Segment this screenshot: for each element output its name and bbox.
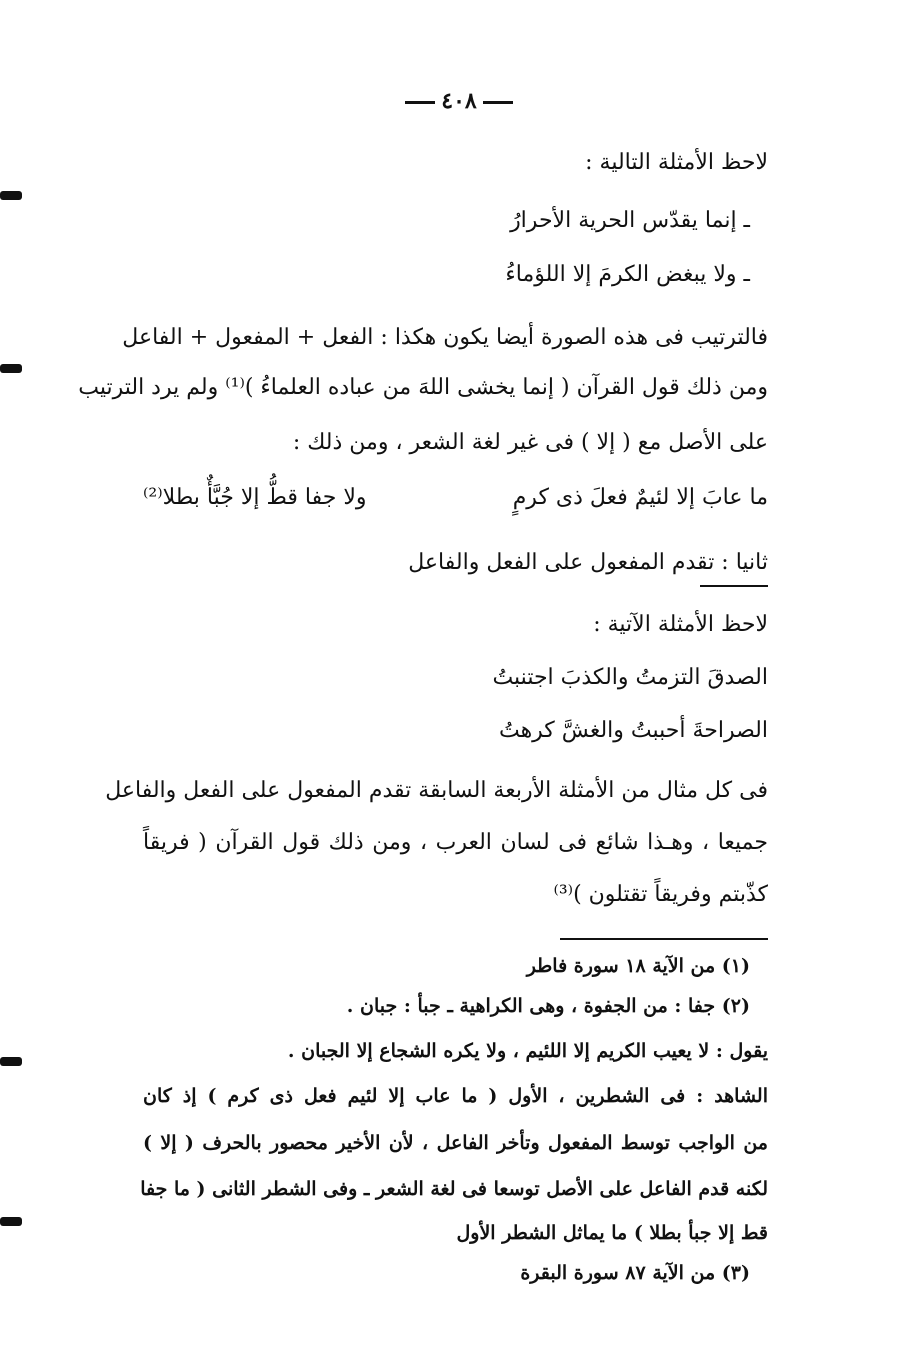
- binding-mark: [0, 364, 22, 373]
- footnote-2-evidence-4: قط إلا جبأ بطلا ) ما يماثل الشطر الأول: [456, 1222, 768, 1244]
- paragraph-1-line-3: على الأصل مع ( إلا ) فى غير لغة الشعر ، ومن ذلك :: [292, 430, 768, 455]
- paragraph-1-line-1: فالترتيب فى هذه الصورة أيضا يكون هكذا : الفعل + المفعول + الفاعل: [122, 325, 768, 350]
- verse-right-hemistich: ما عابَ إلا لئيمٌ فعلَ ذى كرمٍ: [512, 485, 768, 510]
- example-line-4: الصراحةَ أحببتُ والغشَّ كرهتُ: [498, 718, 768, 743]
- footnote-1: (١) من الآية ١٨ سورة فاطر: [526, 955, 750, 977]
- paragraph-2-line-3: كذّبتم وفريقاً تقتلون )⁽³⁾: [553, 882, 768, 907]
- heading-examples-2: لاحظ الأمثلة الآتية :: [593, 612, 768, 637]
- footnote-2: (٢) جفا : من الجفوة ، وهى الكراهية ـ جبأ : جبان .: [346, 995, 750, 1017]
- binding-mark: [0, 191, 22, 200]
- footnote-2-evidence-3: لكنه قدم الفاعل على الأصل توسعا فى لغة الشعر ـ وفى الشطر الثانى ( ما جفا: [140, 1178, 768, 1200]
- binding-mark: [0, 1057, 22, 1066]
- section-title: ثانيا : تقدم المفعول على الفعل والفاعل: [408, 550, 768, 575]
- example-line-3: الصدقَ التزمتُ والكذبَ اجتنبتُ: [492, 665, 768, 690]
- heading-examples-1: لاحظ الأمثلة التالية :: [585, 150, 768, 175]
- example-line-2: ـ ولا يبغض الكرمَ إلا اللؤماءُ: [505, 262, 750, 287]
- paragraph-2-line-2: جميعا ، وهـذا شائع فى لسان العرب ، ومن ذلك قول القرآن ( فريقاً: [143, 830, 768, 855]
- footnote-2-evidence-2: من الواجب توسط المفعول وتأخر الفاعل ، لأن الأخير محصور بالحرف ( إلا ): [143, 1132, 768, 1154]
- paragraph-1-line-2: ومن ذلك قول القرآن ( إنما يخشى اللهَ من عباده العلماءُ )⁽¹⁾ ولم يرد الترتيب: [78, 375, 768, 400]
- example-line-1: ـ إنما يقدّس الحرية الأحرارُ: [510, 208, 750, 233]
- footnotes: [78, 0, 768, 1369]
- footnote-2-evidence-1: الشاهد : فى الشطرين ، الأول ( ما عاب إلا لئيم فعل ذى كرم ) إذ كان: [143, 1085, 768, 1107]
- binding-mark: [0, 1217, 22, 1226]
- page-number-text: ٤٠٨: [441, 88, 477, 114]
- verse-left-hemistich: ولا جفا قطُّ إلا جُبَّأٌ بطلا⁽²⁾: [143, 485, 367, 510]
- footnote-3: (٣) من الآية ٨٧ سورة البقرة: [520, 1262, 750, 1284]
- paragraph-2-line-1: فى كل مثال من الأمثلة الأربعة السابقة تقدم المفعول على الفعل والفاعل: [105, 778, 768, 803]
- footnote-2-explanation: يقول : لا يعيب الكريم إلا اللئيم ، ولا يكره الشجاع إلا الجبان .: [287, 1040, 768, 1062]
